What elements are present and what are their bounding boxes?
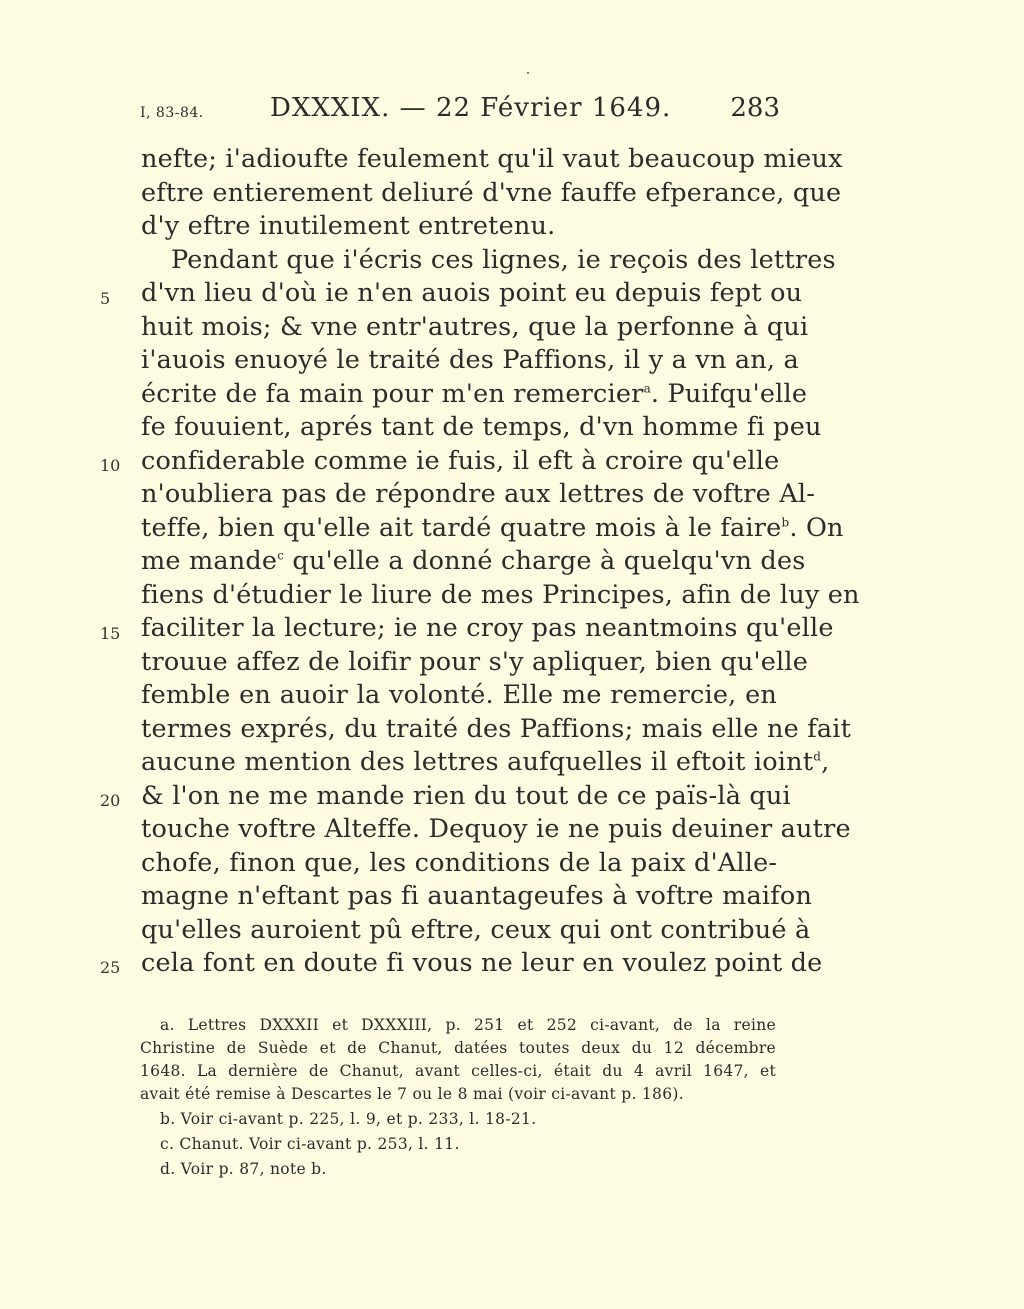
footnote-a-line: avait été remise à Descartes le 7 ou le 8 mai (voir ci-avant p. 186). (140, 1085, 684, 1103)
text-line: qu'elles auroient pû eftre, ceux qui ont contribué à (141, 914, 811, 945)
text-line: d'y eftre inutilement entretenu. (141, 211, 556, 241)
text-line: Pendant que i'écris ces lignes, ie reçois des lettres (171, 244, 836, 275)
text-line: femble en auoir la volonté. Elle me remercie, en (141, 680, 777, 710)
text-line: d'vn lieu d'où ie n'en auois point eu depuis fept ou (141, 278, 803, 308)
text-line (141, 746, 830, 780)
footnote-c: c. Chanut. Voir ci-avant p. 253, l. 11. (160, 1135, 460, 1153)
text-line: faciliter la lecture; ie ne croy pas neantmoins qu'elle (141, 613, 834, 643)
text-segment: . Puifqu'elle (650, 378, 808, 409)
text-line: nefte; i'adioufte feulement qu'il vaut beaucoup mieux (141, 144, 843, 174)
footnote-a-line: a. Lettres DXXXII et DXXXIII, p. 251 et 252 ci-avant, de la reine (160, 1016, 776, 1034)
text-line: confiderable comme ie fuis, il eft à croire qu'elle (141, 445, 780, 476)
text-segment: qu'elle a donné charge à quelqu'vn des (284, 546, 806, 576)
text-line: trouue affez de loifir pour s'y apliquer, bien qu'elle (141, 646, 809, 677)
text-line (141, 545, 806, 579)
page-speck (527, 72, 529, 74)
text-segment: écrite de fa main pour m'en remercier (141, 378, 644, 409)
footnote-ref-d[interactable]: d (813, 749, 822, 764)
text-line: i'auois enuoyé le traité des Paffions, il y a vn an, a (141, 345, 799, 375)
line-number: 20 (100, 791, 121, 810)
text-line: termes exprés, du traité des Paffions; mais elle ne fait (141, 713, 852, 744)
line-number: 15 (100, 624, 121, 643)
footnote-ref-a[interactable]: a (643, 381, 651, 395)
text-line: eftre entierement deliuré d'vne fauffe efperance, que (141, 177, 842, 208)
line-number: 5 (100, 289, 111, 308)
text-line (141, 512, 844, 546)
footnote-d: d. Voir p. 87, note b. (160, 1160, 327, 1178)
text-line: magne n'eftant pas fi auantageufes à voftre maifon (141, 881, 813, 911)
line-number: 10 (100, 456, 121, 475)
text-line: cela font en doute fi vous ne leur en voulez point de (141, 948, 823, 978)
page-number: 283 (730, 93, 780, 123)
text-line: touche voftre Alteffe. Dequoy ie ne puis deuiner autre (141, 814, 851, 844)
body-text (141, 143, 860, 981)
text-segment: me mande (141, 546, 278, 576)
text-line: huit mois; & vne entr'autres, que la perfonne à qui (141, 311, 809, 342)
text-segment: aucune mention des lettres aufquelles il eftoit ioint (141, 747, 814, 777)
text-segment: , (821, 747, 830, 777)
text-line: fe fouuient, aprés tant de temps, d'vn homme fi peu (141, 412, 822, 442)
text-line (141, 378, 808, 412)
text-line: n'oubliera pas de répondre aux lettres de voftre Al- (141, 479, 816, 509)
running-header (140, 93, 780, 133)
line-number: 25 (100, 958, 121, 977)
footnote-a-line: 1648. La dernière de Chanut, avant celles-ci, était du 4 avril 1647, et (140, 1062, 776, 1080)
footnote-a-line: Christine de Suède et de Chanut, datées toutes deux du 12 décembre (140, 1039, 776, 1057)
footnote-b: b. Voir ci-avant p. 225, l. 9, et p. 233, l. 18-21. (160, 1110, 537, 1128)
text-line: & l'on ne me mande rien du tout de ce païs-là qui (141, 780, 791, 811)
footnote-ref-c[interactable]: c (277, 548, 285, 563)
footnote-ref-b[interactable]: b (781, 515, 790, 529)
footnotes (140, 1014, 776, 1181)
header-title: DXXXIX. — 22 Février 1649. (270, 93, 672, 123)
text-line: chofe, finon que, les conditions de la paix d'Alle- (141, 847, 778, 878)
text-segment: teffe, bien qu'elle ait tardé quatre mois à le faire (141, 512, 782, 543)
text-line: fiens d'étudier le liure de mes Principes, afin de luy en (141, 579, 860, 610)
header-reference: I, 83-84. (140, 105, 204, 121)
text-segment: . On (789, 512, 844, 543)
